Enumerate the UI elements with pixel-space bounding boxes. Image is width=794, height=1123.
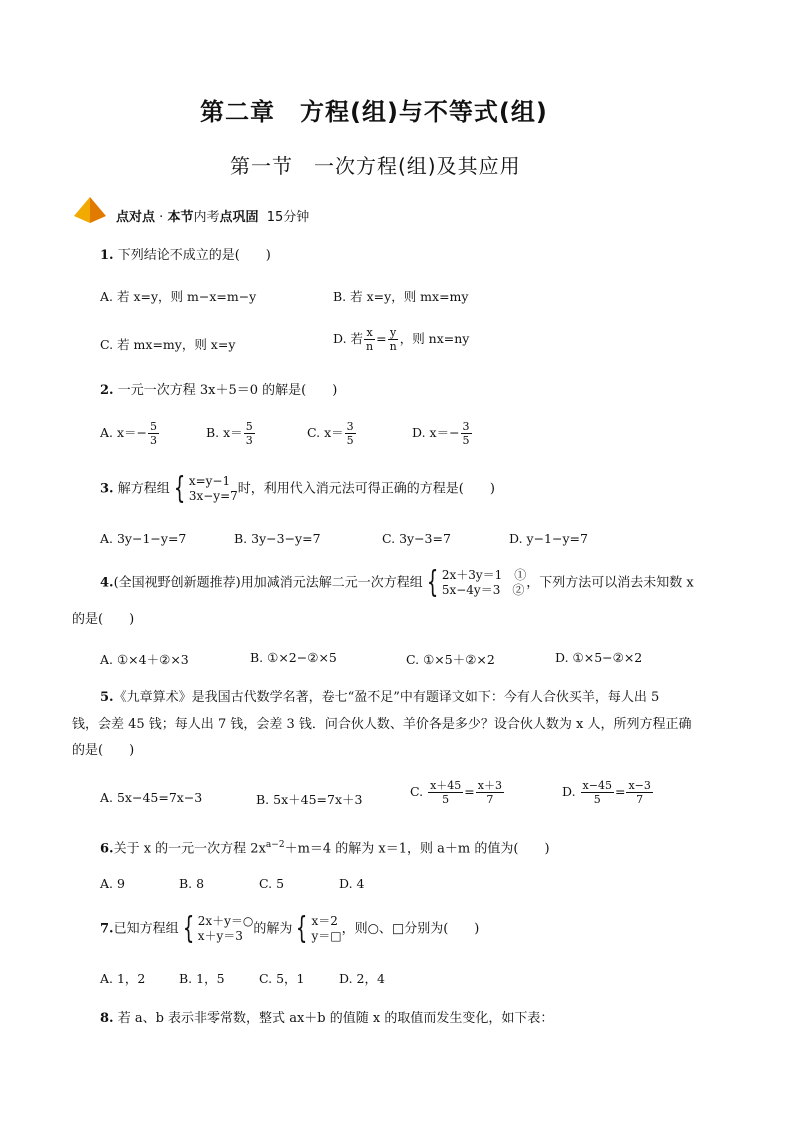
q3-option-b[interactable]: B. 3y−3−y=7 — [234, 531, 321, 546]
q1-option-a[interactable]: A. 若 x=y，则 m−x=m−y — [100, 289, 257, 304]
solution-system: { x＝2 y＝□ — [296, 911, 342, 946]
question-5-line2: 钱，会差 45 钱；每人出 7 钱，会差 3 钱．问合伙人数、羊价各是多少？设合伙人数为 x 人，所列方程正确 — [72, 717, 692, 732]
pyramid-icon — [72, 196, 108, 224]
q6-option-a[interactable]: A. 9 — [100, 876, 125, 891]
q3-option-a[interactable]: A. 3y−1−y=7 — [100, 531, 187, 546]
question-5-line3: 的是( ) — [72, 743, 135, 758]
q4-option-a[interactable]: A. ①×4＋②×3 — [100, 652, 189, 667]
q2-option-c[interactable]: C. x＝ $\frac{3}{5}$ — [307, 420, 354, 447]
q7-option-d[interactable]: D. 2，4 — [339, 971, 385, 986]
q7-option-c[interactable]: C. 5，1 — [259, 971, 305, 986]
q7-option-a[interactable]: A. 1，2 — [100, 971, 146, 986]
q6-option-c[interactable]: C. 5 — [259, 876, 285, 891]
q7-option-b[interactable]: B. 1，5 — [179, 971, 225, 986]
q4-option-b[interactable]: B. ①×2−②×5 — [250, 650, 337, 665]
q4-option-c[interactable]: C. ①×5＋②×2 — [406, 652, 495, 667]
equation-system: { 2x＋3y＝1 ① 5x−4y＝3 ② — [426, 565, 527, 600]
q1-option-c[interactable]: C. 若 mx=my，则 x=y — [100, 337, 236, 352]
section-banner: 点对点 · 本节内考点巩固 15分钟 — [116, 210, 310, 225]
q5-option-c[interactable]: C. $\frac{x+45}{5}$ = $\frac{x+3}{7}$ — [410, 779, 502, 806]
q6-option-b[interactable]: B. 8 — [179, 876, 205, 891]
q2-option-a[interactable]: A. x＝− $\frac{5}{3}$ — [100, 420, 157, 447]
chapter-title: 第二章 方程(组)与不等式(组) — [200, 98, 548, 126]
q3-option-c[interactable]: C. 3y−3=7 — [382, 531, 451, 546]
q2-option-b[interactable]: B. x＝ $\frac{5}{3}$ — [206, 420, 253, 447]
question-7: 7.已知方程组 { 2x＋y＝○ x＋y＝3 的解为 { x＝2 y＝□ ，则○、□分别为( ) — [100, 911, 480, 946]
q1-option-d[interactable]: D. 若 $\frac{x}{n}$ = $\frac{y}{n}$ ，则 nx=ny — [333, 326, 470, 353]
q3-option-d[interactable]: D. y−1−y=7 — [509, 531, 588, 546]
question-6: 6.关于 x 的一元一次方程 $2x^{a-2}+m=4$ 的解为 x＝1，则 a＋m 的值为( ) — [100, 840, 550, 857]
question-4-line2: 的是( ) — [72, 612, 135, 627]
question-2: 2. 一元一次方程 3x＋5＝0 的解是( ) — [100, 383, 338, 398]
question-3: 3. 解方程组 { x=y−1 3x−y=7 时，利用代入消元法可得正确的方程是( ) — [100, 471, 495, 506]
equation-system: { 2x＋y＝○ x＋y＝3 — [182, 911, 254, 946]
q6-option-d[interactable]: D. 4 — [339, 876, 365, 891]
q4-option-d[interactable]: D. ①×5−②×2 — [555, 650, 643, 665]
q5-option-d[interactable]: D. $\frac{x-45}{5}$ = $\frac{x-3}{7}$ — [562, 779, 651, 806]
section-title: 第一节 一次方程(组)及其应用 — [230, 154, 521, 178]
q5-option-a[interactable]: A. 5x−45=7x−3 — [100, 790, 203, 805]
q1-option-b[interactable]: B. 若 x=y，则 mx=my — [333, 289, 469, 304]
question-8: 8. 若 a、b 表示非零常数，整式 ax＋b 的值随 x 的取值而发生变化，如下表： — [100, 1011, 554, 1026]
question-5: 5.《九章算术》是我国古代数学名著，卷七“盈不足”中有题译文如下：今有人合伙买羊，每人出 5 — [100, 690, 660, 705]
question-1: 1. 下列结论不成立的是( ) — [100, 248, 271, 263]
equation-system: { x=y−1 3x−y=7 — [173, 471, 238, 506]
question-4: 4.(全国视野创新题推荐)用加减消元法解二元一次方程组 { 2x＋3y＝1 ① 5x−4y＝3 ② ，下列方法可以消去未知数 x — [100, 565, 694, 600]
q2-option-d[interactable]: D. x＝− $\frac{3}{5}$ — [412, 420, 470, 447]
q5-option-b[interactable]: B. 5x＋45=7x＋3 — [256, 792, 363, 807]
